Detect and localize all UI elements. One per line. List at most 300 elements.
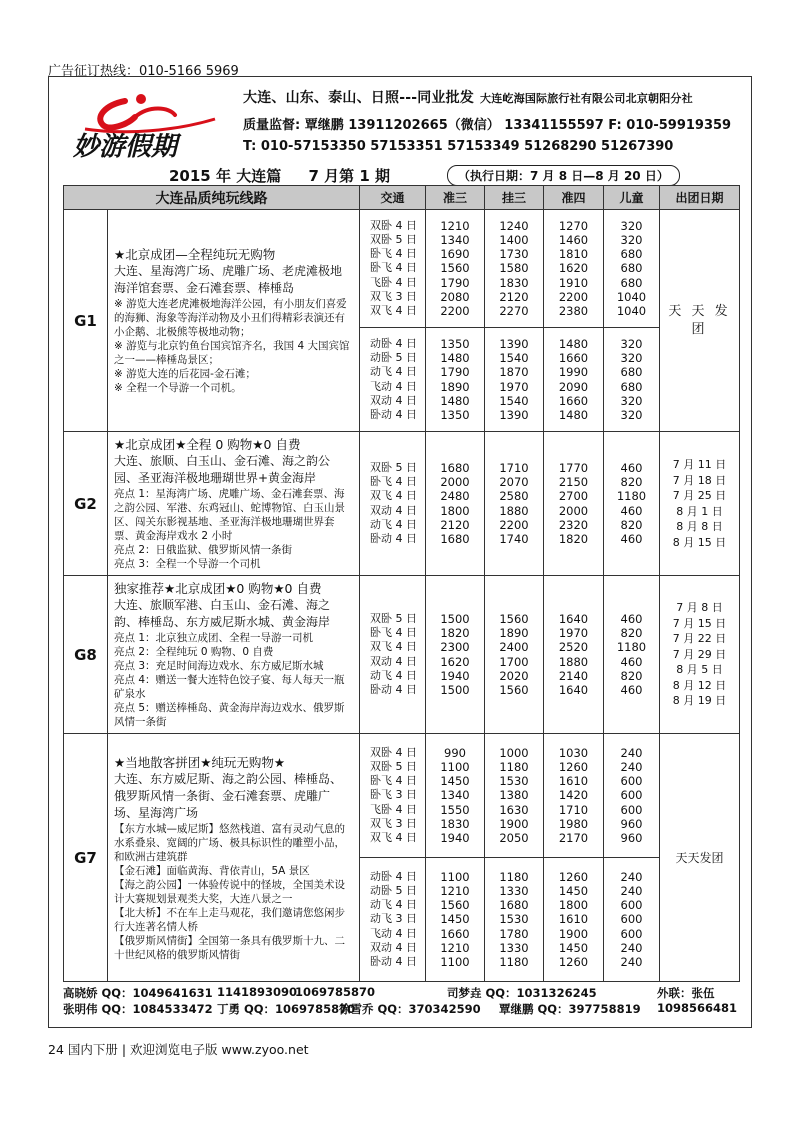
- cell-transport: 卧飞 4 日: [370, 475, 417, 489]
- cell-zhun4: 1660: [558, 351, 589, 366]
- execution-date: （执行日期：7 月 8 日—8 月 20 日）: [447, 165, 680, 186]
- route-note: ※ 游览大连的后花园-金石滩；: [114, 368, 256, 380]
- table-header-row: [64, 186, 740, 210]
- cell-child: 960: [620, 816, 643, 831]
- cell-zhun3: 1480: [440, 393, 470, 408]
- wholesale-text: 大连、山东、泰山、日照---同业批发: [243, 90, 475, 106]
- route-note: 【北大桥】不在车上走马观花，我们邀请您悠闲步行大连著名情人桥: [114, 906, 345, 933]
- cell-child: 240: [620, 869, 643, 884]
- cell-zhun3: 1790: [440, 275, 470, 290]
- cell-zhun4: 1640: [558, 682, 589, 697]
- cell-transport: 动卧 4 日: [370, 869, 417, 883]
- cell-transport: 卧飞 4 日: [370, 774, 417, 788]
- departure-date: 8 月 15 日: [672, 535, 727, 549]
- cell-zhun4: 1420: [558, 788, 589, 803]
- route-title: ★北京成团—全程纯玩无购物: [114, 247, 276, 262]
- cell-zhun3: 2200: [440, 304, 470, 318]
- contact-item: 徐雪乔 QQ：370342590: [339, 1002, 481, 1016]
- cell-zhun4: 1660: [558, 393, 589, 408]
- route-description: [108, 432, 360, 576]
- cell-child: 460: [620, 503, 643, 518]
- cell-gua3: 1530: [499, 774, 529, 789]
- cell-zhun3: 1890: [440, 379, 470, 394]
- departure-date: 7 月 8 日: [676, 601, 723, 615]
- cell-gua3: 1740: [499, 531, 529, 546]
- cell-transport: 动卧 5 日: [370, 351, 417, 365]
- cell-zhun4: 1260: [558, 759, 589, 774]
- cell-zhun4: 1810: [558, 247, 589, 262]
- cell-gua3: 2270: [499, 304, 529, 318]
- route-note: 亮点 2：日俄监狱、俄罗斯风情一条街: [114, 544, 293, 556]
- cell-transport: 飞动 4 日: [370, 379, 417, 393]
- route-note: 【金石滩】面临黄海、背依青山，5A 景区: [114, 864, 310, 877]
- col-gua3: [485, 858, 544, 982]
- cell-zhun4: 1880: [558, 654, 589, 669]
- cell-gua3: 1240: [499, 218, 529, 233]
- cell-transport: 卧动 4 日: [370, 407, 417, 421]
- cell-transport: 飞卧 4 日: [370, 802, 417, 816]
- cell-gua3: 1970: [499, 379, 529, 394]
- col-child: [604, 858, 660, 982]
- route-description: [108, 576, 360, 734]
- col-child: [604, 432, 660, 576]
- route-note: 亮点 2：全程纯玩 0 购物、0 自费: [114, 646, 274, 658]
- cell-transport: 卧飞 4 日: [370, 261, 417, 275]
- cell-transport: 双卧 4 日: [370, 745, 417, 759]
- col-gua3: [485, 576, 544, 734]
- route-note: 亮点 1：星海湾广场、虎雕广场、金石滩套票、海之韵公园、军港、东鸡冠山、蛇博物馆、白玉山景区、闯关东影视基地、圣亚海洋极地珊瑚世界套票、黄金海岸戏水 2 小时: [114, 488, 345, 542]
- cell-transport: 卧飞 3 日: [370, 788, 417, 802]
- contact-item: 1098566481: [657, 1001, 738, 1015]
- cell-transport: 双卧 5 日: [370, 460, 417, 474]
- page-frame: [48, 76, 752, 1028]
- issue-row: [49, 165, 751, 185]
- cell-gua3: 1890: [499, 626, 529, 641]
- issue-city: 大连篇: [236, 167, 282, 185]
- departure-date: 8 月 12 日: [672, 678, 727, 692]
- col-child: [604, 734, 660, 858]
- cell-transport: 卧动 4 日: [370, 682, 417, 696]
- contact-item: 覃继鹏 QQ：397758819: [499, 1002, 641, 1016]
- logo-text: 妙游假期: [73, 132, 178, 162]
- departure-date: 8 月 8 日: [676, 520, 723, 533]
- cell-gua3: 1880: [499, 503, 529, 518]
- issue-title: [169, 165, 390, 186]
- cell-transport: 双卧 5 日: [370, 759, 417, 773]
- cell-zhun4: 2380: [558, 304, 589, 318]
- cell-zhun4: 2000: [558, 503, 589, 518]
- col-zhun3: [426, 432, 485, 576]
- cell-gua3: 1680: [499, 898, 529, 913]
- route-note: 【俄罗斯风情街】全国第一条具有俄罗斯十九、二十世纪风格的俄罗斯风情街: [114, 934, 345, 961]
- cell-child: 320: [620, 218, 643, 233]
- cell-transport: 双卧 4 日: [370, 218, 417, 232]
- cell-gua3: 1730: [499, 247, 529, 262]
- cell-transport: 卧飞 4 日: [370, 247, 417, 261]
- cell-zhun4: 2200: [558, 289, 589, 304]
- cell-zhun3: 990: [444, 745, 466, 760]
- col-zhun4: [544, 576, 604, 734]
- cell-zhun4: 1450: [558, 883, 589, 898]
- cell-child: 680: [620, 379, 643, 394]
- cell-zhun4: 2320: [558, 517, 589, 532]
- cell-gua3: 2120: [499, 289, 529, 304]
- col-zhun3: [426, 210, 485, 328]
- col-transport: [360, 734, 426, 858]
- cell-transport: 双卧 5 日: [370, 232, 417, 246]
- cell-gua3: 1180: [499, 869, 529, 884]
- cell-child: 1040: [616, 304, 647, 318]
- cell-zhun3: 1680: [440, 460, 470, 475]
- departure-date: 7 月 22 日: [672, 632, 727, 646]
- cell-zhun3: 1680: [440, 531, 470, 546]
- route-note: ※ 游览大连老虎滩极地海洋公园，有小朋友们喜爱的海狮、海象等海洋动物及小丑们得精彩表演还有小企鹅、北极熊等极地动物；: [114, 298, 347, 338]
- route-note: 亮点 3：充足时间海边戏水、东方威尼斯水城: [114, 660, 324, 672]
- route-note: ※ 全程一个导游一个司机。: [114, 382, 242, 394]
- cell-gua3: 2400: [499, 640, 529, 655]
- cell-zhun3: 1820: [440, 626, 470, 641]
- departure-date: 8 月 19 日: [672, 694, 727, 708]
- cell-zhun3: 1100: [440, 955, 470, 969]
- route-sights: 大连、旅顺、白玉山、金石滩、海之韵公园、圣亚海洋极地珊瑚世界+黄金海岸: [114, 454, 331, 485]
- cell-child: 320: [620, 232, 643, 247]
- cell-zhun3: 1940: [440, 668, 470, 683]
- cell-child: 600: [620, 898, 643, 913]
- cell-zhun4: 2170: [558, 831, 589, 845]
- cell-child: 680: [620, 365, 643, 380]
- cell-child: 460: [620, 682, 643, 697]
- col-gua3: [485, 734, 544, 858]
- cell-zhun3: 1660: [440, 926, 470, 941]
- cell-child: 680: [620, 247, 643, 262]
- route-title: 独家推荐★北京成团★0 购物★0 自费: [114, 581, 322, 596]
- issue-year: 2015 年: [169, 167, 231, 185]
- contact-row-2: [63, 1001, 739, 1017]
- cell-transport: 动卧 4 日: [370, 336, 417, 350]
- cell-gua3: 1710: [499, 460, 529, 475]
- cell-zhun4: 1030: [558, 745, 589, 760]
- cell-gua3: 1700: [499, 654, 529, 669]
- cell-zhun3: 1100: [440, 759, 470, 774]
- contacts: [63, 985, 739, 1017]
- cell-zhun4: 1610: [558, 912, 589, 927]
- cell-zhun3: 1790: [440, 365, 470, 380]
- cell-gua3: 1390: [499, 407, 529, 422]
- route-description: [108, 734, 360, 982]
- cell-zhun3: 1500: [440, 611, 470, 626]
- route-row: [64, 576, 740, 734]
- route-note: 【海之韵公园】一体验传说中的怪坡，全国美术设计大赛规划景观类大奖，大连八景之一: [114, 878, 345, 905]
- cell-child: 600: [620, 802, 643, 817]
- cell-transport: 双飞 4 日: [370, 831, 417, 844]
- route-row: [64, 432, 740, 576]
- cell-zhun3: 1940: [440, 831, 470, 845]
- cell-zhun3: 1690: [440, 247, 470, 262]
- cell-child: 240: [620, 759, 643, 774]
- cell-child: 600: [620, 926, 643, 941]
- cell-transport: 双动 4 日: [370, 940, 417, 954]
- header-transport: 交通: [360, 186, 426, 210]
- col-zhun3: [426, 328, 485, 432]
- col-zhun3: [426, 858, 485, 982]
- cell-zhun4: 1710: [558, 802, 589, 817]
- cell-transport: 双飞 3 日: [370, 816, 417, 830]
- cell-zhun3: 2000: [440, 475, 470, 490]
- cell-zhun4: 1970: [558, 626, 589, 641]
- cell-child: 460: [620, 654, 643, 669]
- contact-item: 丁勇 QQ：1069785870: [217, 1002, 356, 1016]
- cell-child: 1180: [616, 489, 647, 504]
- cell-zhun3: 1500: [440, 682, 470, 697]
- cell-zhun3: 1450: [440, 774, 470, 789]
- header-zhun3: 准三: [426, 186, 485, 210]
- cell-transport: 动飞 4 日: [370, 365, 417, 379]
- departure-date: 7 月 18 日: [672, 473, 727, 487]
- cell-child: 240: [620, 955, 643, 969]
- cell-transport: 飞动 4 日: [370, 926, 417, 940]
- cell-gua3: 1780: [499, 926, 529, 941]
- cell-child: 320: [620, 407, 643, 422]
- route-code: G1: [64, 210, 108, 432]
- route-note: 亮点 1：北京独立成团、全程一导游一司机: [114, 632, 314, 644]
- route-code: G2: [64, 432, 108, 576]
- cell-child: 320: [620, 393, 643, 408]
- cell-gua3: 1560: [499, 611, 529, 626]
- cell-gua3: 1180: [499, 955, 529, 969]
- cell-zhun3: 1800: [440, 503, 470, 518]
- cell-child: 1180: [616, 640, 647, 655]
- cell-gua3: 1380: [499, 788, 529, 803]
- cell-transport: 飞卧 4 日: [370, 275, 417, 289]
- cell-zhun4: 1260: [558, 955, 589, 969]
- cell-gua3: 1400: [499, 232, 529, 247]
- cell-child: 680: [620, 275, 643, 290]
- header: [49, 77, 751, 169]
- cell-child: 240: [620, 745, 643, 760]
- cell-zhun4: 1480: [558, 336, 589, 351]
- route-sights: 大连、东方威尼斯、海之韵公园、棒棰岛、俄罗斯风情一条街、金石滩套票、虎雕广场、星海湾广场: [114, 771, 343, 820]
- route-row: [64, 210, 740, 328]
- cell-gua3: 1630: [499, 802, 529, 817]
- cell-transport: 卧动 4 日: [370, 531, 417, 545]
- cell-transport: 双动 4 日: [370, 503, 417, 517]
- col-transport: [360, 576, 426, 734]
- col-gua3: [485, 432, 544, 576]
- col-transport: [360, 210, 426, 328]
- cell-zhun3: 1100: [440, 869, 470, 884]
- route-title: ★北京成团★全程 0 购物★0 自费: [114, 437, 301, 452]
- cell-transport: 双动 4 日: [370, 654, 417, 668]
- cell-gua3: 1330: [499, 883, 529, 898]
- cell-zhun3: 1560: [440, 898, 470, 913]
- cell-zhun4: 1910: [558, 275, 589, 290]
- cell-transport: 动飞 4 日: [370, 668, 417, 682]
- departure-dates: 天天发团: [660, 734, 740, 982]
- col-transport: [360, 858, 426, 982]
- cell-child: 600: [620, 788, 643, 803]
- cell-zhun3: 1450: [440, 912, 470, 927]
- cell-child: 320: [620, 351, 643, 366]
- departure-date: 8 月 5 日: [676, 663, 723, 677]
- cell-child: 320: [620, 336, 643, 351]
- cell-zhun3: 1350: [440, 407, 470, 422]
- cell-transport: 动卧 5 日: [370, 883, 417, 897]
- cell-zhun3: 1550: [440, 802, 470, 817]
- route-sights: 大连、旅顺军港、白玉山、金石滩、海之韵、棒棰岛、东方威尼斯水城、黄金海岸: [114, 598, 331, 629]
- cell-gua3: 2200: [499, 517, 529, 532]
- col-zhun4: [544, 734, 604, 858]
- cell-gua3: 1390: [499, 336, 529, 351]
- route-description: [108, 210, 360, 432]
- cell-child: 600: [620, 912, 643, 927]
- cell-zhun3: 2120: [440, 517, 470, 532]
- cell-child: 1040: [616, 289, 647, 304]
- cell-transport: 双飞 3 日: [370, 289, 417, 303]
- route-sights: 大连、星海湾广场、虎雕广场、老虎滩极地海洋馆套票、金石滩套票、棒棰岛: [114, 264, 343, 295]
- cell-child: 460: [620, 611, 643, 626]
- col-transport: [360, 328, 426, 432]
- agency-name: 大连屹海国际旅行社有限公司北京朝阳分社: [480, 92, 693, 105]
- route-title: ★当地散客拼团★纯玩无购物★: [114, 754, 286, 770]
- cell-child: 820: [620, 668, 643, 683]
- header-depart: 出团日期: [660, 186, 740, 210]
- contact-item: 司梦垚 QQ：1031326245: [447, 986, 597, 1000]
- cell-zhun4: 1480: [558, 407, 589, 422]
- departure-date: 7 月 11 日: [672, 458, 727, 471]
- cell-zhun4: 1620: [558, 261, 589, 276]
- cell-gua3: 1000: [499, 745, 529, 760]
- col-zhun4: [544, 210, 604, 328]
- cell-zhun3: 2080: [440, 289, 470, 304]
- ad-hotline: 广告征订热线：010-5166 5969: [48, 64, 239, 79]
- cell-zhun4: 1640: [558, 611, 589, 626]
- cell-zhun4: 2150: [558, 475, 589, 490]
- cell-zhun4: 1450: [558, 940, 589, 955]
- cell-child: 240: [620, 940, 643, 955]
- cell-zhun3: 1210: [440, 218, 470, 233]
- departure-dates: 天 天 发 团: [660, 210, 740, 432]
- cell-transport: 双飞 4 日: [370, 304, 417, 317]
- cell-gua3: 1900: [499, 816, 529, 831]
- header-child: 儿童: [604, 186, 660, 210]
- cell-gua3: 1560: [499, 682, 529, 697]
- cell-transport: 卧飞 4 日: [370, 626, 417, 640]
- cell-zhun3: 1350: [440, 336, 470, 351]
- cell-gua3: 1530: [499, 912, 529, 927]
- cell-zhun4: 2700: [558, 489, 589, 504]
- col-zhun4: [544, 432, 604, 576]
- company-logo: [65, 89, 245, 163]
- route-row: [64, 734, 740, 858]
- contact-row-1: [63, 985, 739, 1001]
- contact-item: 1141893090: [217, 985, 298, 999]
- cell-child: 600: [620, 774, 643, 789]
- cell-transport: 双卧 5 日: [370, 611, 417, 625]
- cell-gua3: 1180: [499, 759, 529, 774]
- contact-item: 1069785870: [295, 985, 376, 999]
- cell-zhun3: 1830: [440, 816, 470, 831]
- phone-numbers: T: 010-57153350 57153351 57153349 51268290 51267390: [243, 139, 674, 154]
- col-zhun4: [544, 858, 604, 982]
- route-note: ※ 游览与北京钓鱼台国宾馆齐名，我国 4 大国宾馆之一——棒棰岛景区；: [114, 340, 350, 366]
- col-zhun4: [544, 328, 604, 432]
- cell-zhun3: 2300: [440, 640, 470, 655]
- cell-gua3: 2020: [499, 668, 529, 683]
- cell-transport: 动飞 4 日: [370, 517, 417, 531]
- cell-transport: 双飞 4 日: [370, 640, 417, 654]
- cell-zhun4: 1270: [558, 218, 589, 233]
- cell-zhun4: 1900: [558, 926, 589, 941]
- cell-gua3: 1830: [499, 275, 529, 290]
- departure-dates: [660, 576, 740, 734]
- cell-transport: 卧动 4 日: [370, 955, 417, 968]
- cell-gua3: 1870: [499, 365, 529, 380]
- contact-item: 张明伟 QQ：1084533472: [63, 1002, 213, 1016]
- cell-zhun4: 1820: [558, 531, 589, 546]
- col-gua3: [485, 328, 544, 432]
- contact-item: 外联：张伍: [657, 986, 715, 1000]
- route-note: 【东方水城—威尼斯】悠然栈道、富有灵动气息的水系叠泉、宽阔的广场、极具标识性的雕塑小品，和欧洲古建筑群: [114, 822, 345, 863]
- header-gua3: 挂三: [485, 186, 544, 210]
- departure-date: 7 月 29 日: [672, 647, 727, 661]
- col-child: [604, 210, 660, 328]
- col-zhun3: [426, 734, 485, 858]
- cell-zhun4: 1980: [558, 816, 589, 831]
- table-body: [64, 210, 740, 982]
- header-zhun4: 准四: [544, 186, 604, 210]
- cell-gua3: 1540: [499, 393, 529, 408]
- col-zhun3: [426, 576, 485, 734]
- cell-child: 960: [620, 831, 643, 845]
- cell-transport: 动飞 3 日: [370, 912, 417, 926]
- cell-zhun4: 2520: [558, 640, 589, 655]
- page-footer: 24 国内下册 | 欢迎浏览电子版 www.zyoo.net: [48, 1042, 309, 1057]
- cell-transport: 双飞 4 日: [370, 489, 417, 503]
- cell-zhun3: 1340: [440, 788, 470, 803]
- departure-dates: [660, 432, 740, 576]
- cell-zhun4: 1990: [558, 365, 589, 380]
- cell-zhun3: 2480: [440, 489, 470, 504]
- header-info: [243, 87, 753, 154]
- cell-zhun4: 2090: [558, 379, 589, 394]
- cell-zhun3: 1620: [440, 654, 470, 669]
- header-line-1: [243, 87, 753, 107]
- cell-transport: 动飞 4 日: [370, 898, 417, 912]
- cell-gua3: 2580: [499, 489, 529, 504]
- route-code: G8: [64, 576, 108, 734]
- route-note: 亮点 4：赠送一餐大连特色饺子宴、每人每天一瓶矿泉水: [114, 674, 345, 700]
- contact-item: 高晓娇 QQ：1049641631: [63, 986, 213, 1000]
- cell-zhun3: 1480: [440, 351, 470, 366]
- cell-zhun4: 1610: [558, 774, 589, 789]
- cell-transport: 双动 4 日: [370, 393, 417, 407]
- price-table: [63, 185, 740, 982]
- cell-child: 240: [620, 883, 643, 898]
- cell-zhun3: 1210: [440, 940, 470, 955]
- route-note: 亮点 3：全程一个导游一个司机: [114, 558, 261, 570]
- route-code: G7: [64, 734, 108, 982]
- cell-gua3: 2070: [499, 475, 529, 490]
- cell-child: 460: [620, 460, 643, 475]
- cell-child: 820: [620, 475, 643, 490]
- cell-zhun3: 1340: [440, 232, 470, 247]
- col-gua3: [485, 210, 544, 328]
- departure-date: 8 月 1 日: [676, 504, 723, 518]
- col-child: [604, 328, 660, 432]
- cell-child: 820: [620, 517, 643, 532]
- col-transport: [360, 432, 426, 576]
- cell-zhun3: 1560: [440, 261, 470, 276]
